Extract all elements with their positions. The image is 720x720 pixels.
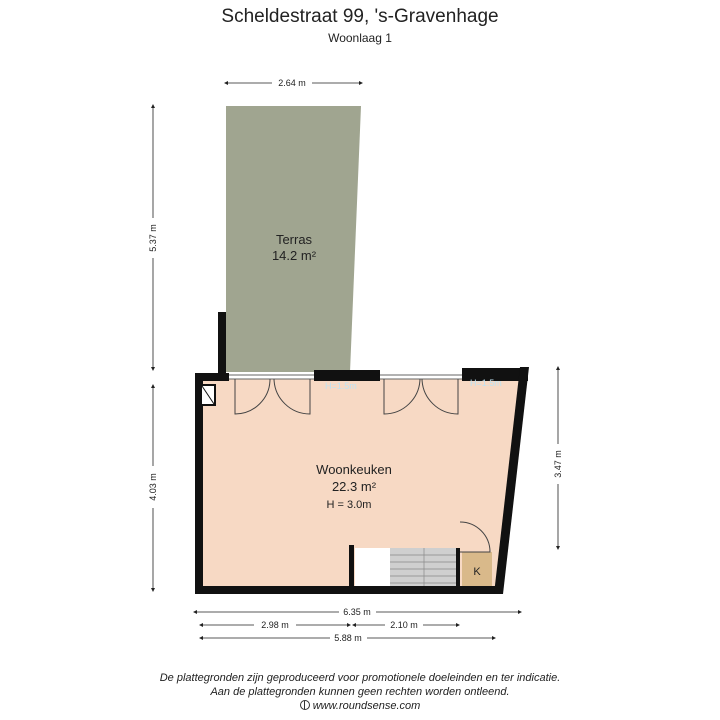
- dim-terras-depth: 5.37 m: [148, 224, 158, 252]
- website-link[interactable]: www.roundsense.com: [312, 700, 421, 712]
- plan-title: Scheldestraat 99, 's-Gravenhage: [221, 6, 499, 27]
- floor-label: Woonlaag 1: [328, 31, 392, 45]
- disclaimer-line-1: De plattegronden zijn geproduceerd voor promotionele doeleinden en ter indicatie.: [159, 672, 561, 684]
- stair-void: [355, 548, 390, 588]
- dim-seg1: 2.98 m: [261, 620, 289, 630]
- woonkeuken-label: Woonkeuken: [316, 462, 392, 477]
- dim-left-height: 4.03 m: [148, 473, 158, 501]
- dim-terras-width: 2.64 m: [278, 78, 306, 88]
- woonkeuken-height: H = 3.0m: [326, 499, 372, 511]
- dim-total-width: 6.35 m: [343, 607, 371, 617]
- dim-right-height: 3.47 m: [553, 450, 563, 478]
- window-label-1: H=1.5m: [325, 381, 357, 391]
- woonkeuken-area: 22.3 m²: [331, 479, 377, 494]
- website-line: [0, 700, 720, 712]
- dim-seg2: 2.10 m: [390, 620, 418, 630]
- closet-label: K: [473, 566, 481, 578]
- window-label-2: H=1.5m: [470, 378, 502, 388]
- terras-area: 14.2 m²: [271, 248, 317, 263]
- terras-label: Terras: [275, 232, 313, 247]
- globe-icon: [300, 700, 310, 710]
- dim-inner-width: 5.88 m: [334, 633, 362, 643]
- disclaimer-line-2: Aan de plattegronden kunnen geen rechten worden ontleend.: [210, 686, 510, 698]
